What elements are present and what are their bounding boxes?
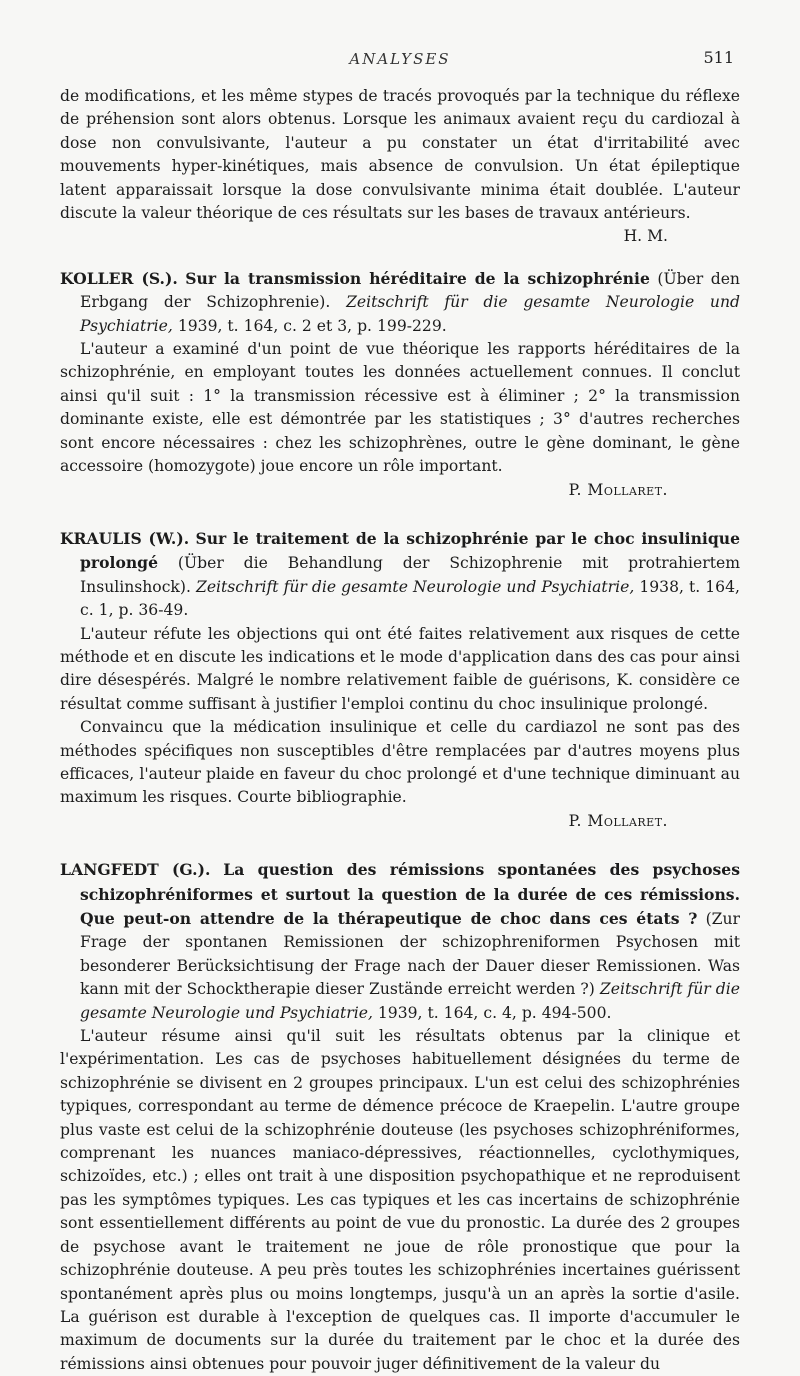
original-title: (Über den Erbgang der Schizophrenie). — [80, 269, 740, 312]
article-title: Sur le traitement de la schizophrénie par le choc insulinique prolongé — [80, 528, 740, 573]
signature-line — [60, 810, 740, 833]
review-entry-koller — [60, 267, 740, 502]
review-paragraph: Convaincu que la médication insulinique et celle du cardiazol ne sont pas des méthodes spécifiques non susceptibles d'être remplacées par d'autres moyens plus efficaces, l'auteur plaide en faveur du choc prolongé et d'une technique diminuant au maximum les risques. Courte bibliographie. — [60, 718, 740, 807]
citation: 1939, t. 164, c. 2 et 3, p. 199-229. — [177, 316, 447, 335]
review-entry-kraulis — [60, 527, 740, 833]
reviewer-signature: P. Mollaret. — [568, 811, 668, 830]
page-content — [60, 85, 740, 1376]
original-title: (Zur Frage der spontanen Remissionen der schizophreniformen Psychosen mit besonderer Berücksichtisung der Frage nach der Dauer dieser Remissionen. Was kann mit der Schocktherapie dieser Zustände erreicht werden ?) — [80, 910, 740, 999]
reference — [60, 267, 740, 338]
reference — [60, 858, 740, 1025]
reference — [60, 527, 740, 623]
reviewer-signature: P. Mollaret. — [568, 480, 668, 499]
page-header — [0, 48, 800, 72]
journal-name: Zeitschrift für die gesamte Neurologie und Psychiatrie, — [80, 980, 740, 1022]
intro-text: de modifications, et les même stypes de tracés provoqués par la technique du réflexe de préhension sont alors obtenus. Lorsque les animaux avaient reçu du cardiozal à dose non convulsivante, l'auteur a pu constater un état d'irritabilité avec mouvements hyper-kinétiques, mais absence de convulsion. Un état épileptique latent apparaissait lorsque la dose convulsivante minima était doublée. L'auteur discute la valeur théorique de ces résultats sur les bases de travaux antérieurs. — [60, 87, 740, 223]
author-name: LANGFEDT (G.). — [60, 860, 211, 880]
author-name: KRAULIS (W.). — [60, 528, 190, 548]
article-title: Sur la transmission héréditaire de la schizophrénie — [185, 268, 650, 288]
signature-line — [60, 479, 740, 502]
journal-name: Zeitschrift für die gesamte Neurologie und Psychiatrie, — [80, 293, 740, 335]
page-number: 511 — [703, 48, 734, 67]
author-name: KOLLER (S.). — [60, 268, 178, 288]
citation: 1938, t. 164, c. 1, p. 36-49. — [80, 577, 740, 620]
review-paragraph: L'auteur a examiné d'un point de vue théorique les rapports héréditaires de la schizophrénie, en employant toutes les données actuellement connues. Il conclut ainsi qu'il suit : 1° la transmission récessive est à éliminer ; 2° la transmission dominante existe, elle est démontrée par les statistiques ; 3° d'autres recherches sont encore nécessaires : chez les schizophrènes, outre le gène dominant, le gène accessoire (homozygote) joue encore un rôle important. — [60, 340, 740, 476]
review-entry-langfedt — [60, 858, 740, 1376]
intro-signature-line — [60, 225, 740, 248]
review-paragraph: L'auteur résume ainsi qu'il suit les résultats obtenus par la clinique et l'expérimentation. Les cas de psychoses habituellement désignées du terme de schizophrénie se divisent en 2 groupes principaux. L'un est celui des schizophrénies typiques, correspondant au terme de démence précoce de Kraepelin. L'autre groupe plus vaste est celui de la schizophrénie douteuse (les psychoses schizophréniformes, comprenant les nuances maniaco-dépressives, réactionnelles, cyclothymiques, schizoïdes, etc.) ; elles ont trait à une disposition psychopathique et ne reproduisent pas les symptômes typiques. Les cas typiques et les cas incertains de schizophrénie sont essentiellement différents au point de vue du pronostic. La durée des 2 groupes de psychose avant le traitement ne joue de rôle pronostique que pour la schizophrénie douteuse. A peu près toutes les schizophrénies incertaines guérissent spontanément après plus ou moins longtemps, jusqu'à un an après la sortie d'asile. La guérison est durable à l'exception de quelques cas. Il importe d'accumuler le maximum de documents sur la durée du traitement par le choc et la durée des rémissions ainsi obtenues pour pouvoir juger définitivement de la valeur du — [60, 1027, 740, 1373]
journal-name: Zeitschrift für die gesamte Neurologie und Psychiatrie, — [195, 577, 635, 596]
original-title: (Über die Behandlung der Schizophrenie mit protrahiertem Insulinshock). — [80, 554, 740, 596]
intro-signature: H. M. — [623, 227, 668, 246]
citation: 1939, t. 164, c. 4, p. 494-500. — [377, 1003, 612, 1022]
review-paragraph: L'auteur réfute les objections qui ont été faites relativement aux risques de cette méthode et en discute les indications et le mode d'application dans des cas pour ainsi dire désespérés. Malgré le nombre relativement faible de guérisons, K. considère ce résultat comme suffisant à justifier l'emploi continu du choc insulinique prolongé. — [60, 624, 740, 713]
article-title: La question des rémissions spontanées des psychoses schizophréniformes et surtout la question de la durée de ces rémissions. Que peut-on attendre de la thérapeutique de choc dans ces états ? — [80, 860, 740, 928]
running-title: ANALYSES — [349, 50, 451, 68]
intro-paragraph — [60, 85, 740, 249]
